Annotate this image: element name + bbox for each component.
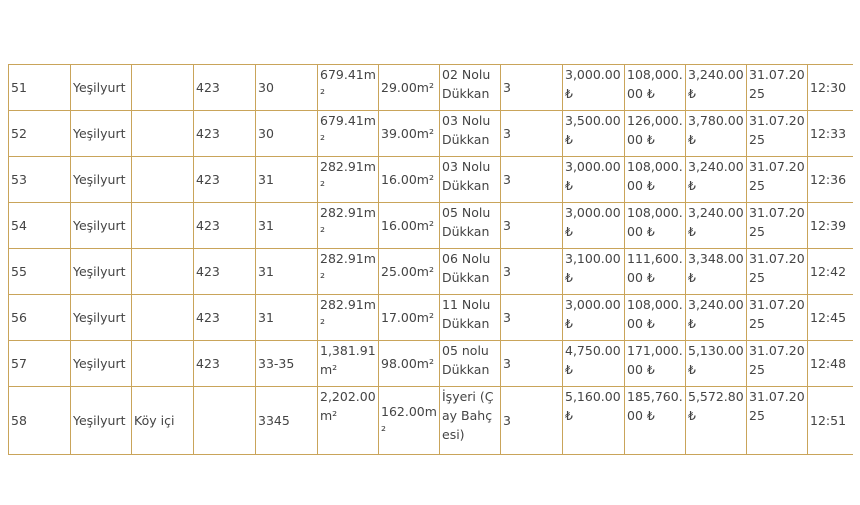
table-row [9, 203, 854, 249]
cell-alan: 16.00m² [379, 157, 440, 203]
cell-no: 57 [9, 341, 71, 387]
cell-yuzolcum: 282.91m² [318, 295, 379, 341]
cell-aylik-bedel: 3,100.00 ₺ [563, 249, 625, 295]
cell-aylik-bedel: 3,000.00 ₺ [563, 203, 625, 249]
cell-toplam-bedel: 185,760.00 ₺ [625, 387, 686, 455]
cell-mevkii [132, 65, 194, 111]
page-blank-area [0, 456, 860, 505]
cell-mevkii [132, 111, 194, 157]
cell-nitelik: 03 Nolu Dükkan [440, 111, 501, 157]
cell-tarih: 31.07.2025 [747, 111, 808, 157]
cell-tarih: 31.07.2025 [747, 203, 808, 249]
cell-alan: 29.00m² [379, 65, 440, 111]
cell-teminat: 3,240.00 ₺ [686, 203, 747, 249]
cell-toplam-bedel: 108,000.00 ₺ [625, 203, 686, 249]
cell-aylik-bedel: 3,000.00 ₺ [563, 65, 625, 111]
cell-aylik-bedel: 4,750.00 ₺ [563, 341, 625, 387]
cell-no: 56 [9, 295, 71, 341]
cell-aylik-bedel: 5,160.00 ₺ [563, 387, 625, 455]
cell-toplam-bedel: 126,000.00 ₺ [625, 111, 686, 157]
cell-tarih: 31.07.2025 [747, 249, 808, 295]
cell-ada: 423 [194, 341, 256, 387]
cell-sure: 3 [501, 387, 563, 455]
table-row [9, 65, 854, 111]
cell-saat: 12:39 [808, 203, 854, 249]
cell-sure: 3 [501, 249, 563, 295]
cell-mevkii [132, 249, 194, 295]
table-row [9, 249, 854, 295]
cell-mahalle: Yeşilyurt [71, 387, 132, 455]
cell-parsel: 33-35 [256, 341, 318, 387]
cell-saat: 12:51 [808, 387, 854, 455]
cell-mahalle: Yeşilyurt [71, 203, 132, 249]
cell-tarih: 31.07.2025 [747, 157, 808, 203]
cell-tarih: 31.07.2025 [747, 387, 808, 455]
cell-nitelik: 11 Nolu Dükkan [440, 295, 501, 341]
cell-tarih: 31.07.2025 [747, 65, 808, 111]
cell-sure: 3 [501, 65, 563, 111]
cell-toplam-bedel: 108,000.00 ₺ [625, 295, 686, 341]
cell-sure: 3 [501, 157, 563, 203]
listing-table [8, 64, 853, 455]
cell-alan: 25.00m² [379, 249, 440, 295]
cell-toplam-bedel: 108,000.00 ₺ [625, 157, 686, 203]
cell-saat: 12:42 [808, 249, 854, 295]
cell-mevkii [132, 203, 194, 249]
cell-sure: 3 [501, 341, 563, 387]
cell-no: 58 [9, 387, 71, 455]
cell-toplam-bedel: 111,600.00 ₺ [625, 249, 686, 295]
cell-toplam-bedel: 108,000.00 ₺ [625, 65, 686, 111]
cell-teminat: 3,240.00 ₺ [686, 295, 747, 341]
cell-teminat: 3,240.00 ₺ [686, 157, 747, 203]
cell-mahalle: Yeşilyurt [71, 65, 132, 111]
cell-saat: 12:48 [808, 341, 854, 387]
cell-no: 51 [9, 65, 71, 111]
cell-mahalle: Yeşilyurt [71, 295, 132, 341]
cell-teminat: 3,240.00 ₺ [686, 65, 747, 111]
cell-nitelik: 05 nolu Dükkan [440, 341, 501, 387]
cell-yuzolcum: 282.91m² [318, 249, 379, 295]
listing-table-container [8, 64, 853, 456]
cell-parsel: 31 [256, 249, 318, 295]
cell-aylik-bedel: 3,500.00 ₺ [563, 111, 625, 157]
cell-teminat: 3,348.00 ₺ [686, 249, 747, 295]
cell-tarih: 31.07.2025 [747, 295, 808, 341]
cell-parsel: 31 [256, 157, 318, 203]
cell-yuzolcum: 679.41m² [318, 111, 379, 157]
cell-sure: 3 [501, 203, 563, 249]
cell-yuzolcum: 282.91m² [318, 157, 379, 203]
cell-parsel: 31 [256, 295, 318, 341]
cell-nitelik: 06 Nolu Dükkan [440, 249, 501, 295]
cell-saat: 12:45 [808, 295, 854, 341]
cell-nitelik: 02 Nolu Dükkan [440, 65, 501, 111]
cell-sure: 3 [501, 111, 563, 157]
cell-alan: 162.00m² [379, 387, 440, 455]
cell-ada: 423 [194, 249, 256, 295]
cell-no: 53 [9, 157, 71, 203]
cell-teminat: 3,780.00 ₺ [686, 111, 747, 157]
cell-parsel: 3345 [256, 387, 318, 455]
cell-sure: 3 [501, 295, 563, 341]
cell-parsel: 30 [256, 65, 318, 111]
cell-tarih: 31.07.2025 [747, 341, 808, 387]
cell-yuzolcum: 1,381.91m² [318, 341, 379, 387]
cell-ada: 423 [194, 65, 256, 111]
cell-mahalle: Yeşilyurt [71, 111, 132, 157]
cell-nitelik: 05 Nolu Dükkan [440, 203, 501, 249]
cell-toplam-bedel: 171,000.00 ₺ [625, 341, 686, 387]
cell-mahalle: Yeşilyurt [71, 249, 132, 295]
cell-no: 54 [9, 203, 71, 249]
cell-nitelik: İşyeri (Çay Bahçesi) [440, 387, 501, 455]
table-row [9, 157, 854, 203]
cell-yuzolcum: 679.41m² [318, 65, 379, 111]
cell-parsel: 31 [256, 203, 318, 249]
table-body [9, 65, 854, 455]
cell-alan: 17.00m² [379, 295, 440, 341]
cell-ada: 423 [194, 203, 256, 249]
table-row [9, 111, 854, 157]
cell-mevkii [132, 341, 194, 387]
cell-mahalle: Yeşilyurt [71, 341, 132, 387]
cell-yuzolcum: 282.91m² [318, 203, 379, 249]
cell-saat: 12:30 [808, 65, 854, 111]
cell-alan: 16.00m² [379, 203, 440, 249]
cell-nitelik: 03 Nolu Dükkan [440, 157, 501, 203]
cell-teminat: 5,572.80 ₺ [686, 387, 747, 455]
cell-saat: 12:33 [808, 111, 854, 157]
cell-no: 52 [9, 111, 71, 157]
table-row [9, 341, 854, 387]
cell-aylik-bedel: 3,000.00 ₺ [563, 157, 625, 203]
cell-parsel: 30 [256, 111, 318, 157]
cell-ada [194, 387, 256, 455]
cell-yuzolcum: 2,202.00m² [318, 387, 379, 455]
cell-teminat: 5,130.00 ₺ [686, 341, 747, 387]
cell-ada: 423 [194, 111, 256, 157]
cell-alan: 98.00m² [379, 341, 440, 387]
cell-mevkii: Köy içi [132, 387, 194, 455]
cell-aylik-bedel: 3,000.00 ₺ [563, 295, 625, 341]
cell-saat: 12:36 [808, 157, 854, 203]
cell-ada: 423 [194, 157, 256, 203]
table-row [9, 295, 854, 341]
cell-mahalle: Yeşilyurt [71, 157, 132, 203]
cell-ada: 423 [194, 295, 256, 341]
cell-mevkii [132, 157, 194, 203]
cell-no: 55 [9, 249, 71, 295]
table-row [9, 387, 854, 455]
cell-mevkii [132, 295, 194, 341]
cell-alan: 39.00m² [379, 111, 440, 157]
